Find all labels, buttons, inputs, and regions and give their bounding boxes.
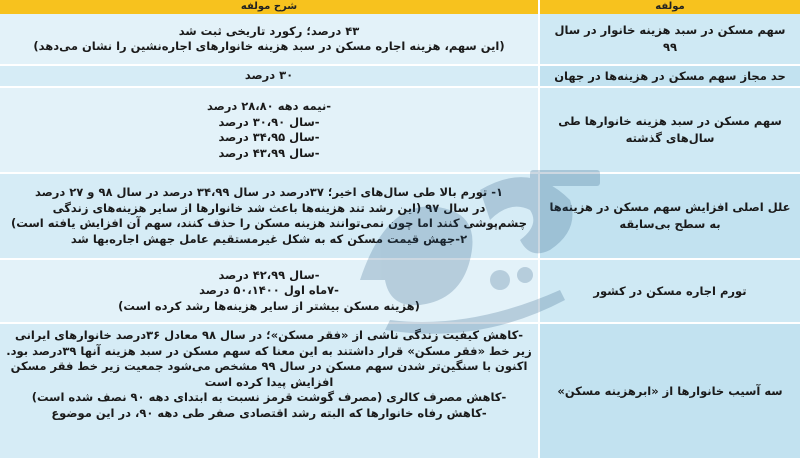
description-line: (این سهم، هزینه اجاره مسکن در سبد هزینه خانوارهای اجاره‌نشین را نشان می‌دهد) <box>33 39 505 53</box>
description-line: ۴۳ درصد؛ رکورد تاریخی ثبت شد <box>178 23 360 38</box>
description-line: -سال ۴۳،۹۹ درصد <box>218 145 320 160</box>
table-row <box>0 14 800 64</box>
description-line: -کاهش رفاه خانوارها که البته رشد اقتصادی صفر طی دهه ۹۰، در این موضوع <box>51 405 487 420</box>
description-line: -نیمه دهه ۲۸،۸۰ درصد <box>206 99 332 113</box>
row-description <box>0 14 538 64</box>
table-row <box>0 324 800 458</box>
column-divider <box>538 14 540 458</box>
description-line: اکنون با سنگین‌تر شدن سهم مسکن در سال ۹۹ مشخص می‌شود جمعیت زیر خط فقر مسکن <box>10 359 528 373</box>
table-header <box>0 0 800 14</box>
description-line: -کاهش کیفیت زندگی ناشی از «فقر مسکن»؛ در سال ۹۸ معادل ۳۶درصد خانوارهای ایرانی <box>14 328 524 342</box>
row-label: علل اصلی افزایش سهم مسکن در هزینه‌ها به سطح بی‌سابقه <box>540 174 800 258</box>
row-label: تورم اجاره مسکن در کشور <box>540 260 800 322</box>
row-description <box>0 324 538 458</box>
table-row <box>0 88 800 172</box>
row-description <box>0 260 538 322</box>
description-line: -سال ۳۴،۹۵ درصد <box>218 130 320 144</box>
description-line: ۱- تورم بالا طی سال‌های اخیر؛ ۳۷درصد در سال ۳۴،۹۹ درصد در سال ۹۸ و ۲۷ درصد <box>34 185 504 199</box>
description-line: -کاهش مصرف کالری (مصرف گوشت قرمز نسبت به ابتدای دهه ۹۰ نصف شده است) <box>31 390 507 404</box>
description-line: افزایش پیدا کرده است <box>204 374 334 389</box>
row-label: حد مجاز سهم مسکن در هزینه‌ها در جهان <box>540 66 800 86</box>
description-line: چشم‌پوشی کنند اما چون نمی‌توانند هزینه مسکن را حذف کنند، سهم آن افزایش یافته است) <box>11 216 527 230</box>
description-line: -سال ۴۲،۹۹ درصد <box>218 267 320 282</box>
table-row <box>0 174 800 258</box>
row-label: سهم مسکن در سبد هزینه خانوار در سال ۹۹ <box>540 14 800 64</box>
table-row <box>0 66 800 86</box>
row-description <box>0 66 538 86</box>
description-line: زیر خط «فقر مسکن» قرار داشتند به این معنا که سهم مسکن در سبد هزینه آنها ۳۹درصد بود. <box>6 343 532 358</box>
description-line: در سال ۹۷ (این رشد تند هزینه‌ها باعث شد خانوارها از سایر هزینه‌های زندگی <box>52 200 486 215</box>
description-line: ۳۰ درصد <box>244 68 294 83</box>
header-component: مولفه <box>540 0 800 14</box>
row-label: سهم مسکن در سبد هزینه خانوارها طی سال‌های گذشته <box>540 88 800 172</box>
row-description <box>0 174 538 258</box>
header-description: شرح مولفه <box>0 0 538 14</box>
table-row <box>0 260 800 322</box>
description-line: (هزینه مسکن بیشتر از سایر هزینه‌ها رشد کرده است) <box>118 298 420 313</box>
description-line: -سال ۳۰،۹۰ درصد <box>218 114 320 129</box>
row-label: سه آسیب خانوارها از «ابرهزینه مسکن» <box>540 324 800 458</box>
row-description <box>0 88 538 172</box>
description-line: ۲-جهش قیمت مسکن که به شکل غیرمستقیم عامل جهش اجاره‌بها شد <box>70 231 468 246</box>
description-line: -۷ماه اول ۵۰،۱۴۰۰ درصد <box>199 283 339 298</box>
